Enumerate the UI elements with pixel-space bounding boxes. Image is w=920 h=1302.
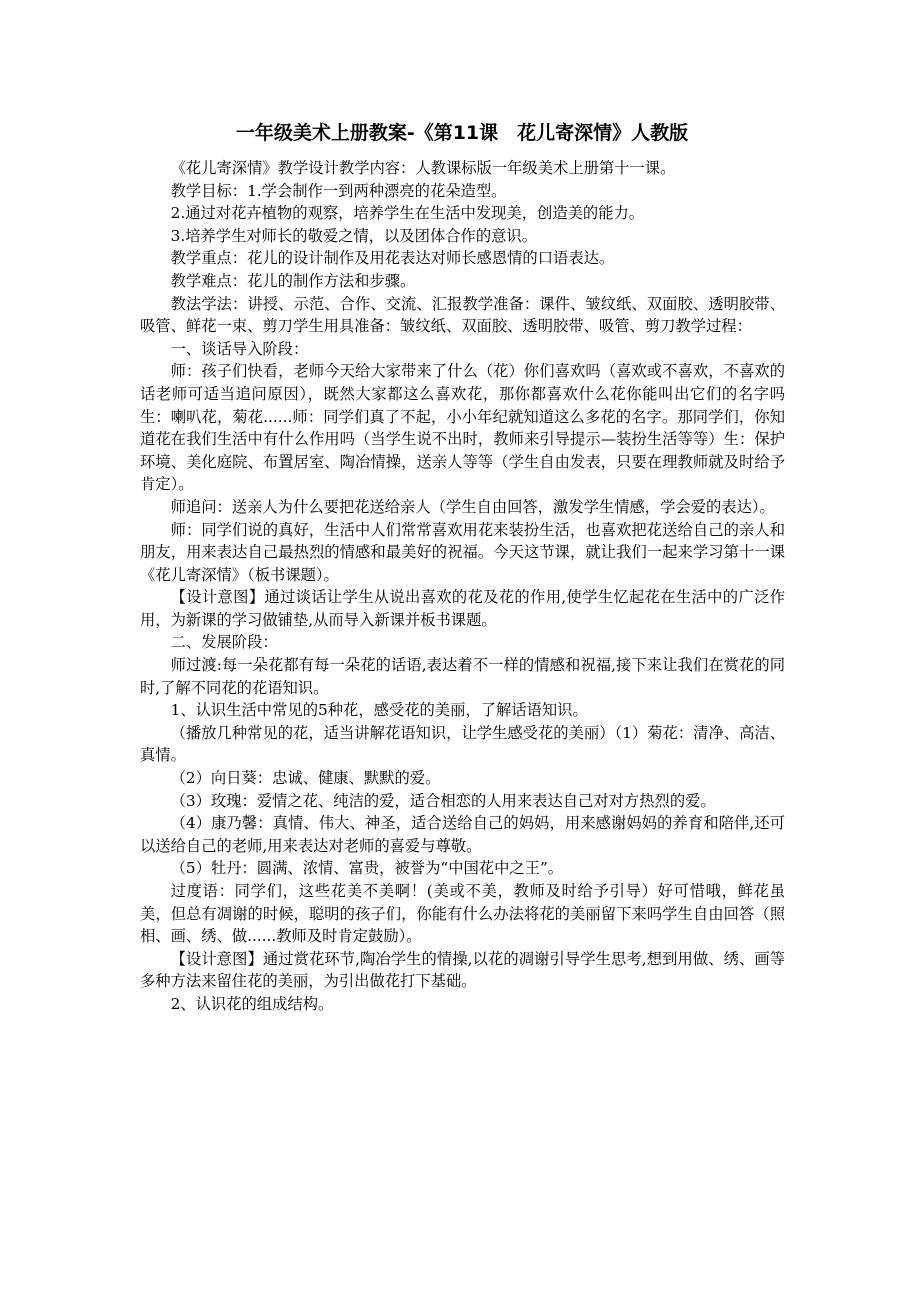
paragraph: 师：同学们说的真好，生活中人们常常喜欢用花来装扮生活，也喜欢把花送给自己的亲人和朋友，用来表达自己最热烈的情感和最美好的祝福。今天这节课，就让我们一起来学习第十一课《花儿寄深情》（板书课题）。 — [140, 520, 785, 584]
paragraph: 师：孩子们快看，老师今天给大家带来了什么（花）你们喜欢吗（喜欢或不喜欢，不喜欢的话老师可适当追问原因），既然大家都这么喜欢花，那你都喜欢什么花你能叫出它们的名字吗生：喇叭花，菊花......师：同学们真了不起，小小年纪就知道这么多花的名字。那同学们，你知道花在我们生活中有什么作用吗（当学生说不出时，教师来引导提示—装扮生活等等）生：保护环境、美化庭院、布置居室、陶冶情操，送亲人等等（学生自由发表，只要在理教师就及时给予肯定）。 — [140, 362, 785, 494]
paragraph: 教学目标：1.学会制作一到两种漂亮的花朵造型。 — [170, 181, 507, 200]
paragraph: 1、认识生活中常见的5种花，感受花的美丽，了解话语知识。 — [170, 701, 588, 720]
paragraph: （3）玫瑰：爱情之花、纯洁的爱，适合相恋的人用来表达自己对对方热烈的爱。 — [170, 791, 716, 810]
document-title: 一年级美术上册教案-《第11课 花儿寄深情》人教版 — [235, 122, 689, 144]
paragraph: 师追问：送亲人为什么要把花送给亲人（学生自由回答，激发学生情感，学会爱的表达）。 — [170, 497, 775, 516]
design-intent-note: 【设计意图】通过谈话让学生从说出喜欢的花及花的作用,使学生忆起花在生活中的广泛作用，为新课的学习做铺垫,从而导入新课并板书课题。 — [140, 588, 785, 629]
paragraph: （5）牡丹：圆满、浓情、富贵，被誉为“中国花中之王”。 — [170, 859, 564, 878]
paragraph: 教法学法：讲授、示范、合作、交流、汇报教学准备：课件、皱纹纸、双面胶、透明胶带、吸管、鲜花一束、剪刀学生用具准备：皱纹纸、双面胶、透明胶带、吸管、剪刀教学过程： — [140, 294, 785, 336]
paragraph: 教学难点：花儿的制作方法和步骤。 — [170, 271, 416, 290]
paragraph: 3.培养学生对师长的敬爱之情，以及团体合作的意识。 — [170, 226, 538, 245]
paragraph: 《花儿寄深情》教学设计教学内容：人教课标版一年级美术上册第十一课。 — [170, 159, 676, 177]
document-page — [140, 118, 785, 1016]
paragraph: （4）康乃馨：真情、伟大、神圣，适合送给自己的妈妈，用来感谢妈妈的养育和陪伴,还可以送给自己的老师,用来表达对老师的喜爱与尊敬。 — [140, 814, 785, 855]
paragraph: 教学重点：花儿的设计制作及用花表达对师长感恩情的口语表达。 — [170, 249, 615, 268]
paragraph: 2.通过对花卉植物的观察，培养学生在生活中发现美，创造美的能力。 — [170, 204, 645, 223]
paragraph: 过度语：同学们，这些花美不美啊！(美或不美，教师及时给予引导）好可惜哦，鲜花虽美，但总有凋谢的时候，聪明的孩子们，你能有什么办法将花的美丽留下来吗学生自由回答（照相、画、绣、做......教师及时肯定鼓励）。 — [140, 882, 785, 946]
section-heading: 二、发展阶段： — [170, 633, 278, 652]
section-heading: 一、谈话导入阶段： — [170, 339, 309, 358]
paragraph: （播放几种常见的花，适当讲解花语知识，让学生感受花的美丽）（1）菊花：清净、高洁、真情。 — [140, 723, 785, 765]
paragraph: 2、认识花的组成结构。 — [170, 994, 334, 1013]
document-body — [140, 157, 785, 1016]
paragraph: 师过渡:每一朵花都有每一朵花的话语,表达着不一样的情感和祝福,接下来让我们在赏花的同时,了解不同花的花语知识。 — [140, 656, 785, 697]
paragraph: （2）向日葵：忠诚、健康、默默的爱。 — [170, 769, 441, 788]
design-intent-note: 【设计意图】通过赏花环节,陶冶学生的情操,以花的凋谢引导学生思考,想到用做、绣、画等多种方法来留住花的美丽，为引出做花打下基础。 — [140, 949, 785, 991]
